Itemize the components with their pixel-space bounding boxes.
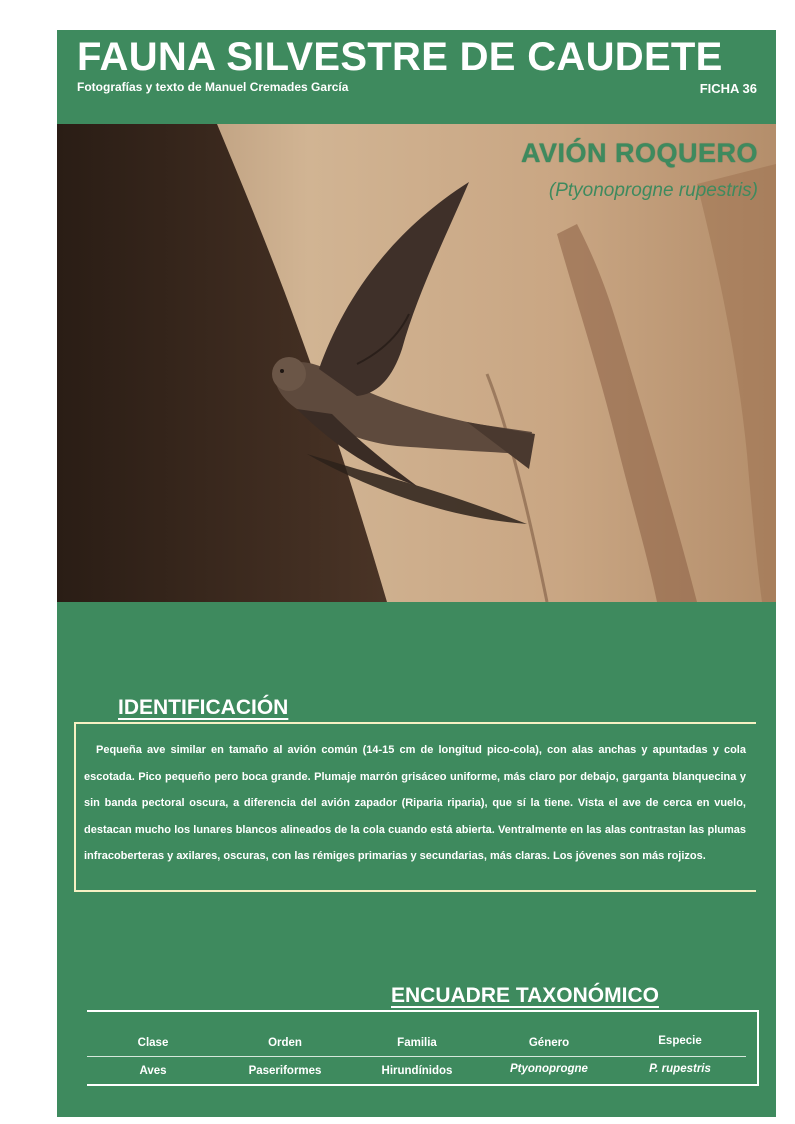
credits-line: Fotografías y texto de Manuel Cremades García [77, 80, 349, 94]
taxonomy-heading: ENCUADRE TAXONÓMICO [391, 984, 659, 1007]
taxonomy-value-especie: P. rupestris [649, 1063, 711, 1075]
taxonomy-header-familia: Familia [397, 1037, 437, 1049]
taxonomy-header-genero: Género [528, 1037, 570, 1049]
identification-heading: IDENTIFICACIÓN [118, 696, 289, 719]
taxonomy-header-clase: Clase [137, 1037, 169, 1049]
bird-photo [57, 124, 776, 602]
fact-sheet [57, 30, 776, 1117]
species-common-name: AVIÓN ROQUERO [520, 138, 758, 168]
identification-text: Pequeña ave similar en tamaño al avión común (14-15 cm de longitud pico-cola), con alas anchas y apuntadas y cola escotada. Pico pequeño pero boca grande. Plumaje marrón grisáceo uniforme, más claro por debajo, garganta blanquecina y sin banda pectoral oscura, a diferencia del avión zapador (Riparia riparia), que sí la tiene. Vista el ave de cerca en vuelo, destacan mucho los lunares blancos alineados de la cola cuando está abierta. Ventralmente en las alas contrastan las plumas infracoberteras y axilares, oscuras, con las rémiges primarias y secundarias, más claras. Los jóvenes son más rojizos. [84, 744, 746, 862]
taxonomy-value-familia: Hirundínidos [381, 1065, 453, 1077]
taxonomy-header-orden: Orden [268, 1037, 302, 1049]
taxonomy-value-clase: Aves [139, 1065, 167, 1077]
taxonomy-value-genero: Ptyonoprogne [510, 1063, 588, 1075]
taxonomy-header-especie: Especie [658, 1035, 702, 1047]
taxonomy-value-orden: Paseriformes [248, 1065, 322, 1077]
page-title: FAUNA SILVESTRE DE CAUDETE [77, 35, 723, 79]
sheet-number: FICHA 36 [699, 81, 757, 96]
taxonomy-divider [87, 1056, 746, 1057]
species-scientific-name: (Ptyonoprogne rupestris) [548, 180, 758, 201]
